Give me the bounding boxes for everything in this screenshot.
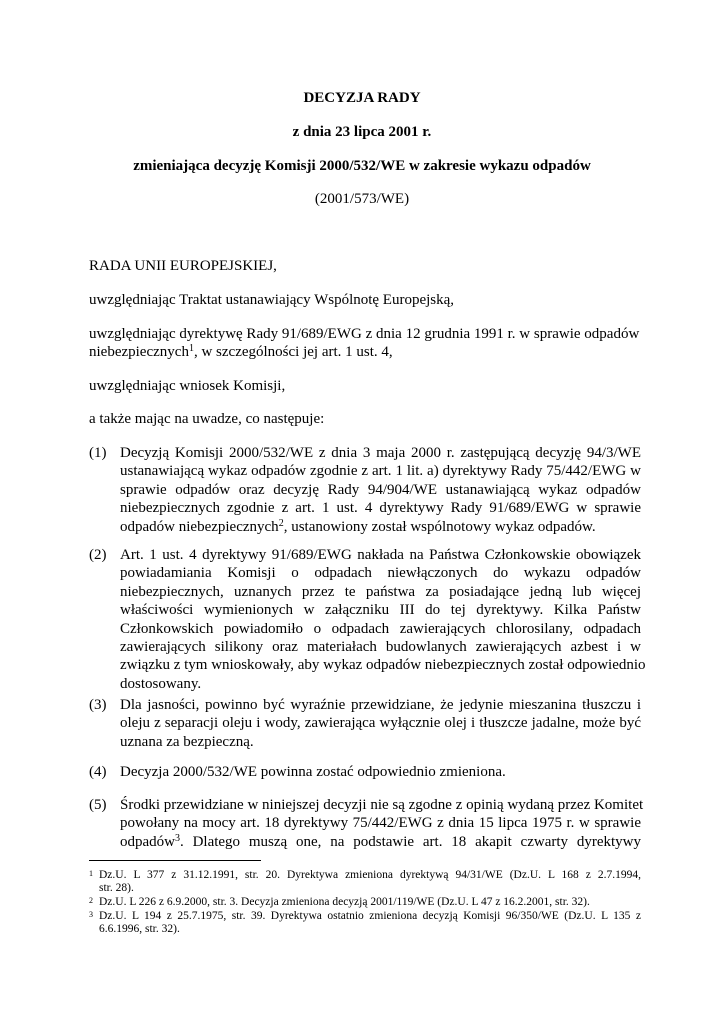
recital-line [120, 518, 641, 536]
recital-line: Decyzją Komisji 2000/532/WE z dnia 3 maja 2000 r. zastępującą decyzję 94/3/WE [120, 445, 641, 461]
recital-line: Dla jasności, powinno być wyraźnie przewidziane, że jedynie mieszanina tłuszczu i [120, 697, 641, 713]
preamble-directive-line1: uwzględniając dyrektywę Rady 91/689/EWG z dnia 12 grudnia 1991 r. w sprawie odpadów [89, 326, 640, 342]
recital-number: (5) [89, 797, 107, 813]
recital-line [120, 833, 641, 851]
decision-reference: (2001/573/WE) [314, 191, 410, 207]
recital-number: (1) [89, 445, 107, 461]
recital-line: Członkowskich powiadomiło o odpadach zawierających chlorosilany, odpadach [120, 620, 641, 637]
recital-line: zawierających silikony oraz materiałach budowlanych zawierających azbest i w [120, 639, 641, 656]
footnote-number: 2 [89, 896, 93, 905]
recital-line: sprawie odpadów oraz decyzję Rady 94/904/WE ustanawiającą wykaz odpadów [120, 481, 641, 498]
footnote-line: Dz.U. L 377 z 31.12.1991, str. 20. Dyrektywa zmieniona dyrektywą 94/31/WE (Dz.U. L 168 z 2.7.1994, [99, 869, 641, 881]
footnote-line: str. 28). [99, 882, 134, 894]
recital-line: niebezpiecznych zgodnie z art. 1 ust. 4 dyrektywy Rady 91/689/EWG w sprawie [120, 500, 641, 517]
decision-subject: zmieniająca decyzję Komisji 2000/532/WE w zakresie wykazu odpadów [133, 158, 591, 174]
recital-number: (4) [89, 764, 107, 780]
footnote-ref-3: 3 [175, 832, 180, 844]
recital-line: Decyzja 2000/532/WE powinna zostać odpowiednio zmieniona. [120, 764, 506, 780]
footnote-ref-2: 2 [278, 517, 284, 529]
recital-line: oleju z separacji oleju i wody, zawierająca wyłącznie olej i tłuszcze jadalne, może być [120, 715, 641, 732]
footnote-ref-1: 1 [188, 343, 194, 354]
recital-number: (3) [89, 697, 107, 713]
preamble-proposal: uwzględniając wniosek Komisji, [89, 378, 286, 394]
preamble-text: , w szczególności jej art. 1 ust. 4, [193, 344, 393, 360]
footnote-line: 6.6.1996, str. 32). [99, 923, 180, 935]
recital-line: właściwości wymienionych w załączniku III do tej dyrektywy. Kilka Państw [120, 602, 641, 619]
recital-line: dostosowany. [120, 675, 202, 692]
recital-text: odpadów niebezpiecznych [120, 518, 279, 535]
recital-line: ustanawiającą wykaz odpadów zgodnie z art. 1 lit. a) dyrektywy Rady 75/442/EWG w [120, 463, 641, 480]
footnote-separator [89, 860, 261, 861]
recital-number: (2) [89, 547, 107, 563]
recital-line: Środki przewidziane w niniejszej decyzji nie są zgodne z opinią wydaną przez Komitet [120, 797, 644, 813]
recital-text: . Dlatego muszą one, na podstawie art. 18 akapit czwarty dyrektywy [180, 833, 641, 850]
recital-line: związku z tym wnioskowały, aby wykaz odpadów niebezpiecznych został odpowiednio [120, 657, 646, 674]
preamble-treaty: uwzględniając Traktat ustanawiający Wspólnotę Europejską, [89, 292, 455, 308]
footnote-line: Dz.U. L 194 z 25.7.1975, str. 39. Dyrektywa ostatnio zmieniona decyzją Komisji 96/350/WE (Dz.U. L 135 z [99, 910, 641, 922]
recital-line: powiadamiania Komisji o odpadach niewłączonych do wykazu odpadów [120, 565, 641, 582]
preamble-text: niebezpiecznych [89, 344, 189, 360]
footnote-line: Dz.U. L 226 z 6.9.2000, str. 3. Decyzja zmieniona decyzją 2001/119/WE (Dz.U. L 47 z 16.2.2001, str. 32). [99, 896, 590, 908]
recital-text: odpadów [120, 833, 175, 850]
decision-title: DECYZJA RADY [303, 90, 421, 106]
council-heading: RADA UNII EUROPEJSKIEJ, [89, 258, 277, 274]
preamble-directive-line2 [89, 343, 393, 361]
recital-line: Art. 1 ust. 4 dyrektywy 91/689/EWG nakłada na Państwa Członkowskie obowiązek [120, 547, 641, 563]
recital-text: , ustanowiony został wspólnotowy wykaz odpadów. [283, 518, 596, 535]
recital-line: powołany na mocy art. 18 dyrektywy 75/442/EWG z dnia 15 lipca 1975 r. w sprawie [120, 815, 641, 832]
recital-line: uznana za bezpieczną. [120, 733, 254, 750]
recital-line: niebezpiecznych, uznanych przez te państwa za posiadające jedną lub więcej [120, 583, 641, 600]
footnote-number: 3 [89, 910, 93, 919]
footnote-number: 1 [89, 869, 93, 878]
preamble-whereas: a także mając na uwadze, co następuje: [89, 411, 325, 427]
decision-date: z dnia 23 lipca 2001 r. [292, 124, 432, 140]
